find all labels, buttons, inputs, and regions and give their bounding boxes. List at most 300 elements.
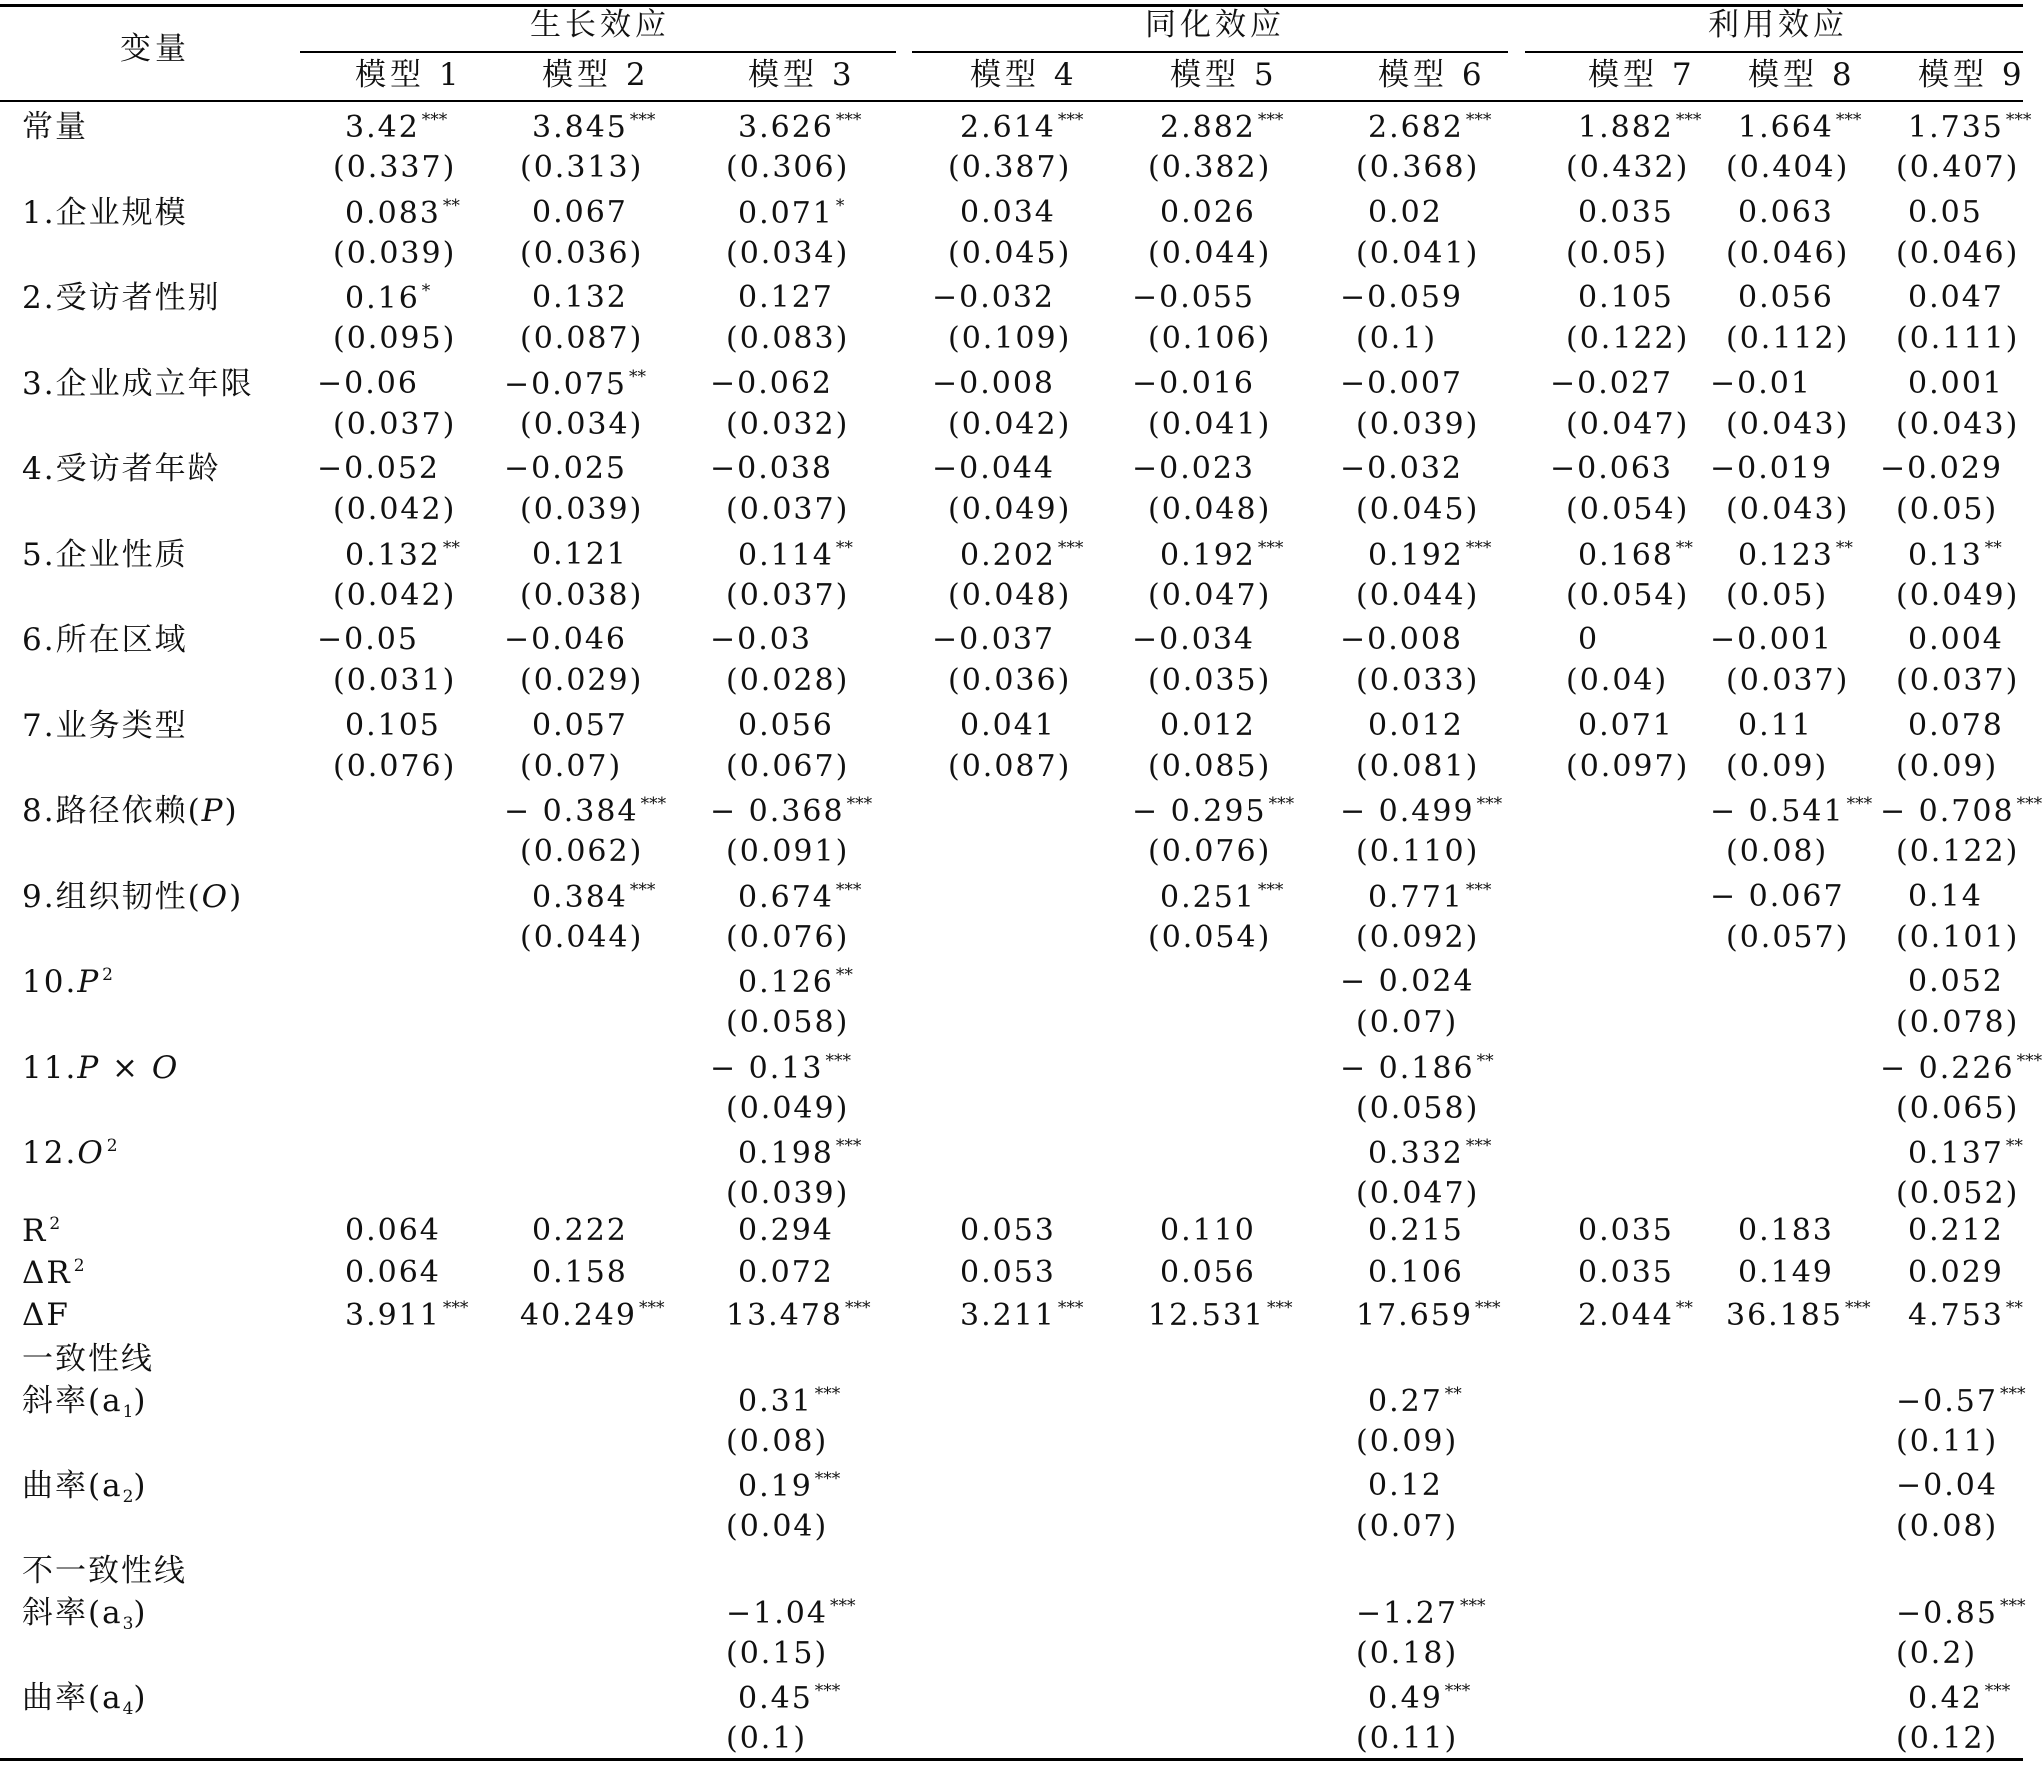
se-text: (0.1) [1356, 321, 1438, 356]
coef-cell [317, 451, 441, 486]
se-cell [1356, 578, 1480, 613]
surface-se-cell [726, 1636, 829, 1671]
coef-cell-value: −0.027 [1550, 366, 1674, 401]
stat-cell [520, 1300, 664, 1331]
coef-cell [1160, 540, 1283, 571]
group-header [530, 7, 670, 43]
stat-cell-value: 0.106 [1368, 1255, 1464, 1290]
stat-cell [532, 1213, 628, 1248]
coef-cell-stars: ** [1476, 1051, 1494, 1071]
se-cell [726, 321, 850, 356]
coef-cell [1908, 964, 2004, 999]
surface-se-cell [1356, 1424, 1459, 1459]
surface-coef-cell [1896, 1468, 1998, 1503]
se-text: (0.037) [726, 578, 850, 613]
surface-coef-cell [726, 1598, 855, 1629]
se-cell [726, 920, 850, 955]
se-text: (0.039) [520, 492, 644, 527]
coef-cell [710, 1053, 851, 1084]
congruence-heading-text: 一致性线 [22, 1341, 154, 1377]
coef-cell-value: 0.012 [1368, 708, 1464, 743]
stat-cell-value: 0.056 [1160, 1255, 1256, 1290]
coef-cell-value: −0.037 [932, 622, 1056, 657]
group-rule-utilization [1525, 51, 2023, 53]
coef-cell [738, 198, 844, 229]
surface-label-subscript: 3 [122, 1614, 134, 1634]
coef-cell [1908, 366, 2004, 401]
coef-cell [1578, 540, 1693, 571]
se-cell [1726, 834, 1829, 869]
se-text: (0.044) [1148, 236, 1272, 271]
row-label-symbol: O [201, 879, 230, 915]
surface-se-text: (0.18) [1356, 1636, 1459, 1671]
surface-coef-cell-value: 0.12 [1368, 1468, 1443, 1503]
se-text: (0.076) [333, 749, 457, 784]
se-cell [726, 236, 850, 271]
stat-cell-stars: *** [638, 1298, 665, 1318]
se-cell [520, 492, 644, 527]
coef-cell-value: − 0.708 [1880, 794, 2015, 829]
se-cell [1726, 150, 1850, 185]
row-label-region [22, 622, 188, 658]
se-cell [1566, 407, 1690, 442]
se-text: (0.036) [948, 663, 1072, 698]
surface-coef-cell-value: 0.27 [1368, 1384, 1443, 1419]
coef-cell [710, 366, 834, 401]
row-label-text: 7.业务类型 [22, 708, 188, 744]
surface-coef-cell-stars: *** [1984, 1681, 2011, 1701]
coef-cell-value: 0.004 [1908, 622, 2004, 657]
se-text: (0.039) [1356, 407, 1480, 442]
se-cell [1896, 492, 1999, 527]
surface-se-text: (0.11) [1356, 1721, 1459, 1756]
surface-coef-cell-value: 0.45 [738, 1681, 813, 1716]
row-label-resilience [22, 879, 244, 915]
coef-cell [1132, 451, 1256, 486]
model-header [355, 57, 463, 93]
coef-cell-value: 0.16 [345, 281, 420, 316]
coef-cell-value: −0.001 [1710, 622, 1834, 657]
coef-cell-stars: *** [1465, 880, 1492, 900]
stat-cell [726, 1300, 870, 1331]
coef-cell-stars: *** [1257, 110, 1284, 130]
se-cell [1566, 663, 1669, 698]
coef-cell-value: 0.14 [1908, 879, 1983, 914]
se-cell [1896, 236, 2020, 271]
coef-cell-value: 0.251 [1160, 880, 1256, 915]
coef-cell [1340, 366, 1464, 401]
coef-cell [1132, 796, 1294, 827]
coef-cell [1368, 882, 1491, 913]
se-text: (0.044) [520, 920, 644, 955]
coef-cell-value: 1.882 [1578, 110, 1674, 145]
se-text: (0.033) [1356, 663, 1480, 698]
coef-cell [1908, 280, 2004, 315]
surface-se-cell [726, 1424, 829, 1459]
se-text: (0.047) [1566, 407, 1690, 442]
se-text: (0.052) [1896, 1176, 2020, 1211]
se-cell [1726, 321, 1850, 356]
coef-cell-value: 0.056 [738, 708, 834, 743]
coef-cell-value: −0.052 [317, 451, 441, 486]
coef-cell [738, 540, 853, 571]
coef-cell-value: −0.023 [1132, 451, 1256, 486]
surface-coef-cell-value: 0.31 [738, 1384, 813, 1419]
surface-coef-cell [1908, 1683, 2010, 1714]
se-text: (0.034) [726, 236, 850, 271]
se-cell [1726, 492, 1850, 527]
stat-cell-value: 0.294 [738, 1213, 834, 1248]
stat-label-delta-r2 [22, 1255, 85, 1291]
coef-cell [1710, 451, 1834, 486]
se-cell [726, 663, 850, 698]
stat-cell-stars: *** [1266, 1298, 1293, 1318]
coef-cell [710, 451, 834, 486]
coef-cell-value: 0.202 [960, 538, 1056, 573]
surface-coef-cell-stars: *** [814, 1681, 841, 1701]
se-cell [1896, 663, 2020, 698]
coef-cell [1340, 1053, 1494, 1084]
se-cell [520, 834, 644, 869]
coef-cell-value: 0.001 [1908, 366, 2004, 401]
coef-cell-value: 0.384 [532, 880, 628, 915]
se-text: (0.043) [1896, 407, 2020, 442]
incongruence-heading-text: 不一致性线 [22, 1553, 187, 1589]
coef-cell [932, 622, 1056, 657]
se-text: (0.048) [948, 578, 1072, 613]
coef-cell [1340, 280, 1464, 315]
se-cell [1896, 1005, 2020, 1040]
coef-cell [1710, 622, 1834, 657]
coef-cell-value: 3.42 [345, 110, 420, 145]
se-text: (0.044) [1356, 578, 1480, 613]
stat-cell-value: 17.659 [1356, 1298, 1473, 1333]
row-label-text: 2.受访者性别 [22, 280, 221, 316]
se-text: (0.109) [948, 321, 1072, 356]
row-label-symbol: P [201, 793, 225, 829]
se-cell [333, 236, 457, 271]
se-text: (0.037) [1726, 663, 1850, 698]
se-cell [1148, 492, 1272, 527]
se-text: (0.045) [948, 236, 1072, 271]
surface-label-a2 [22, 1468, 148, 1507]
se-text: (0.067) [726, 749, 850, 784]
coef-cell-value: − 0.368 [710, 794, 845, 829]
se-cell [1566, 492, 1690, 527]
se-cell [1566, 150, 1690, 185]
coef-cell-stars: *** [825, 1051, 851, 1071]
se-text: (0.313) [520, 150, 644, 185]
se-cell [1148, 834, 1272, 869]
coef-cell-value: 1.664 [1738, 110, 1834, 145]
coef-cell-value: 0.132 [345, 538, 441, 573]
coef-cell-value: 0.035 [1578, 195, 1674, 230]
coef-cell-stars: *** [2016, 1051, 2042, 1071]
coef-cell [1340, 451, 1464, 486]
se-cell [948, 492, 1072, 527]
stat-cell-value: 0.222 [532, 1213, 628, 1248]
coef-cell [1368, 195, 1443, 230]
stat-cell-value: 0.064 [345, 1213, 441, 1248]
coef-cell-value: − 0.186 [1340, 1051, 1475, 1086]
stat-cell [532, 1255, 628, 1290]
coef-cell [317, 622, 419, 657]
surface-label-subscript: 2 [122, 1487, 134, 1507]
coef-cell-value: 0.083 [345, 196, 441, 231]
se-text: (0.042) [333, 492, 457, 527]
coef-cell [1340, 622, 1464, 657]
coef-cell-stars: *** [835, 880, 862, 900]
model-header-text: 模型 3 [748, 57, 856, 93]
coef-cell [1738, 708, 1813, 743]
bottom-rule [0, 1758, 2023, 1761]
se-text: (0.076) [726, 920, 850, 955]
coef-cell [1908, 540, 2002, 571]
stat-cell [960, 1255, 1056, 1290]
stat-cell-stars: ** [1675, 1298, 1693, 1318]
surface-se-cell [1896, 1424, 1999, 1459]
variable-header-text: 变量 [120, 31, 190, 67]
coef-cell [932, 451, 1056, 486]
row-label-ownership [22, 537, 188, 573]
stat-cell [1368, 1255, 1464, 1290]
stat-cell-value: 0.035 [1578, 1213, 1674, 1248]
se-text: (0.07) [1356, 1005, 1459, 1040]
coef-cell-stars: ** [1835, 538, 1853, 558]
coef-cell [1368, 1138, 1491, 1169]
coef-cell-value: 0.056 [1738, 280, 1834, 315]
surface-coef-cell-stars: *** [1444, 1681, 1471, 1701]
stat-cell [1148, 1300, 1292, 1331]
row-label-firm-age [22, 366, 254, 402]
surface-coef-cell-value: −0.04 [1896, 1468, 1998, 1503]
surface-coef-cell [1356, 1598, 1485, 1629]
coef-cell [710, 622, 812, 657]
surface-coef-cell-value: 0.19 [738, 1469, 813, 1504]
se-cell [520, 749, 623, 784]
se-text: (0.111) [1896, 321, 2020, 356]
surface-coef-cell [738, 1471, 840, 1502]
row-label-text: 10. [22, 964, 78, 1000]
coef-cell-value: 0 [1578, 622, 1600, 657]
row-label-text: 11. [22, 1050, 78, 1086]
coef-cell [1340, 796, 1502, 827]
se-cell [1356, 1005, 1459, 1040]
coef-cell [504, 369, 646, 400]
stat-cell-stars: ** [2005, 1298, 2023, 1318]
coef-cell-value: 0.05 [1908, 195, 1983, 230]
model-header-text: 模型 7 [1588, 57, 1696, 93]
se-cell [726, 749, 850, 784]
coef-cell [1160, 112, 1283, 143]
surface-label-a1 [22, 1383, 148, 1422]
coef-cell-value: 0.071 [1578, 708, 1674, 743]
se-text: (0.037) [726, 492, 850, 527]
se-cell [726, 578, 850, 613]
coef-cell [532, 708, 628, 743]
coef-cell-value: 0.127 [738, 280, 834, 315]
se-text: (0.046) [1726, 236, 1850, 271]
coef-cell [1880, 1053, 2042, 1084]
se-text: (0.058) [1356, 1091, 1480, 1126]
coef-cell-value: 0.052 [1908, 964, 2004, 999]
se-cell [1356, 321, 1438, 356]
stat-cell-value: 12.531 [1148, 1298, 1265, 1333]
se-cell [726, 492, 850, 527]
row-label-p-times-o [22, 1050, 180, 1086]
stat-cell [1908, 1255, 2004, 1290]
coef-cell-value: 0.057 [532, 708, 628, 743]
coef-cell [1368, 112, 1491, 143]
stat-label-text: R [22, 1213, 48, 1249]
coef-cell-stars: ** [442, 196, 460, 216]
coef-cell-value: 0.198 [738, 1136, 834, 1171]
se-text: (0.037) [1896, 663, 2020, 698]
se-cell [1356, 492, 1480, 527]
coef-cell-value: 0.121 [532, 537, 628, 572]
se-text: (0.101) [1896, 920, 2020, 955]
se-text: (0.387) [948, 150, 1072, 185]
coef-cell-value: − 0.541 [1710, 794, 1845, 829]
se-cell [520, 236, 644, 271]
coef-cell-stars: ** [835, 538, 853, 558]
row-label-symbol: P [77, 964, 101, 1000]
surface-label-subscript: 1 [122, 1402, 134, 1422]
surface-se-cell [1896, 1509, 1999, 1544]
group-header-text: 利用效应 [1708, 7, 1848, 43]
model-header [748, 57, 856, 93]
surface-label-text: 斜率(a [22, 1595, 123, 1631]
surface-coef-cell-value: −0.57 [1896, 1384, 1998, 1419]
coef-cell-value: 0.192 [1368, 538, 1464, 573]
coef-cell [504, 796, 666, 827]
se-text: (0.081) [1356, 749, 1480, 784]
stat-cell-value: 0.035 [1578, 1255, 1674, 1290]
surface-se-cell [1896, 1636, 1978, 1671]
surface-se-cell [726, 1721, 808, 1756]
coef-cell-value: 0.071 [738, 196, 834, 231]
coef-cell-value: −0.008 [932, 366, 1056, 401]
se-cell [1356, 920, 1480, 955]
surface-se-text: (0.04) [726, 1509, 829, 1544]
se-text: (0.043) [1726, 492, 1850, 527]
stat-label-r2 [22, 1213, 61, 1249]
stat-cell-value: 3.911 [345, 1298, 441, 1333]
se-text: (0.047) [1356, 1176, 1480, 1211]
se-cell [1726, 578, 1829, 613]
coef-cell-value: 0.13 [1908, 538, 1983, 573]
coef-cell [1368, 540, 1491, 571]
row-label-symbol: P × O [77, 1050, 180, 1086]
surface-coef-cell [1368, 1683, 1470, 1714]
coef-cell-value: 2.882 [1160, 110, 1256, 145]
coef-cell [1132, 622, 1256, 657]
coef-cell [1908, 112, 2031, 143]
stat-cell [960, 1213, 1056, 1248]
coef-cell-value: −0.032 [932, 280, 1056, 315]
coef-cell [1578, 708, 1674, 743]
se-text: (0.087) [520, 321, 644, 356]
coef-cell-stars: *** [1675, 110, 1702, 130]
coef-cell [345, 283, 430, 314]
coef-cell-value: 0.034 [960, 195, 1056, 230]
coef-cell-stars: ** [442, 538, 460, 558]
se-cell [726, 150, 850, 185]
coef-cell-value: 2.682 [1368, 110, 1464, 145]
se-text: (0.047) [1148, 578, 1272, 613]
surface-coef-cell-stars: ** [1444, 1384, 1462, 1404]
se-text: (0.087) [948, 749, 1072, 784]
se-cell [333, 150, 457, 185]
stat-cell-value: 0.072 [738, 1255, 834, 1290]
coef-cell [1578, 280, 1674, 315]
se-text: (0.043) [1726, 407, 1850, 442]
se-cell [1148, 407, 1272, 442]
coef-cell-stars: ** [1984, 538, 2002, 558]
surface-coef-cell [738, 1683, 840, 1714]
group-header [1708, 7, 1848, 43]
surface-se-cell [1896, 1721, 1999, 1756]
se-cell [333, 663, 457, 698]
row-label-text: 1.企业规模 [22, 195, 188, 231]
se-text: (0.368) [1356, 150, 1480, 185]
se-text: (0.382) [1148, 150, 1272, 185]
row-label-text: 常量 [22, 109, 88, 145]
stat-cell-value: 2.044 [1578, 1298, 1674, 1333]
coef-cell-value: −0.055 [1132, 280, 1256, 315]
se-cell [520, 407, 644, 442]
coef-cell [1908, 622, 2004, 657]
coef-cell [1160, 882, 1283, 913]
model-header-text: 模型 1 [355, 57, 463, 93]
se-text: (0.045) [1356, 492, 1480, 527]
se-text: (0.083) [726, 321, 850, 356]
surface-se-cell [1356, 1636, 1459, 1671]
se-cell [333, 321, 457, 356]
stat-cell-value: 4.753 [1908, 1298, 2004, 1333]
se-cell [948, 749, 1072, 784]
row-label-text: 3.企业成立年限 [22, 366, 254, 402]
surface-label-tail: ) [133, 1680, 148, 1716]
coef-cell-value: − 0.024 [1340, 964, 1475, 999]
coef-cell [532, 195, 628, 230]
se-cell [1356, 150, 1480, 185]
row-label-business-type [22, 708, 188, 744]
coef-cell-value: 0.771 [1368, 880, 1464, 915]
se-cell [1896, 150, 2020, 185]
model-header [1170, 57, 1278, 93]
coef-cell [1908, 1138, 2023, 1169]
stat-cell [1578, 1213, 1674, 1248]
surface-se-text: (0.08) [726, 1424, 829, 1459]
stat-cell [345, 1255, 441, 1290]
surface-coef-cell-value: −1.04 [726, 1596, 828, 1631]
se-cell [1148, 578, 1272, 613]
se-cell [1896, 407, 2020, 442]
coef-cell-value: 0.674 [738, 880, 834, 915]
se-cell [1356, 236, 1480, 271]
model-header-text: 模型 5 [1170, 57, 1278, 93]
group-header-text: 生长效应 [530, 7, 670, 43]
row-label-path-dependence [22, 793, 239, 829]
surface-coef-cell [1896, 1598, 2025, 1629]
coef-cell [1710, 879, 1845, 914]
se-text: (0.092) [1356, 920, 1480, 955]
surface-se-text: (0.11) [1896, 1424, 1999, 1459]
stat-cell [345, 1300, 468, 1331]
coef-cell-value: 0.126 [738, 965, 834, 1000]
stat-cell-value: 0.110 [1160, 1213, 1256, 1248]
